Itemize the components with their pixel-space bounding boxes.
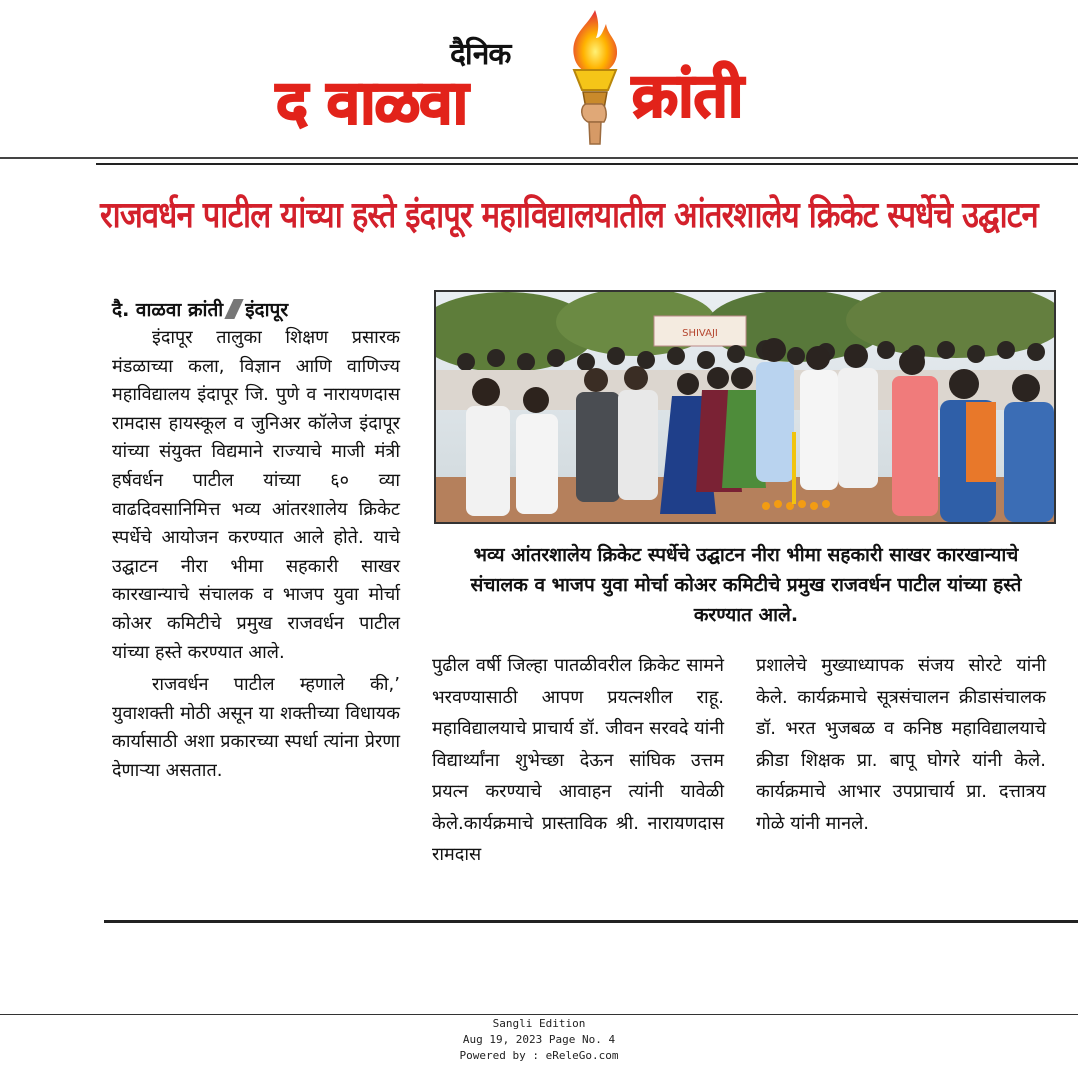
masthead-daily-label: दैनिक <box>450 37 511 72</box>
article-headline: राजवर्धन पाटील यांच्या हस्ते इंदापूर महाविद्यालयातील आंतरशालेय क्रिकेट स्पर्धेचे उद्घाटन <box>100 195 1038 236</box>
paragraph-1: इंदापूर तालुका शिक्षण प्रसारक मंडळाच्या कला, विज्ञान आणि वाणिज्य महाविद्यालय इंदापूर जि. पुणे व नारायणदास रामदास हायस्कूल व जुनिअर कॉलेज इंदापूर यांच्या संयुक्त विद्यमाने राज्याचे माजी मंत्री हर्षवर्धन पाटील यांच्या ६० व्या वाढदिवसानिमित्त भव्य आंतरशालेय क्रिकेट स्पर्धेचे आयोजन करण्यात आले होते. याचे उद्घाटन नीरा भीमा सहकारी साखर कारखान्याचे संचालक व भाजप युवा मोर्चा कोअर कमिटीचे प्रमुख राजवर्धन पाटील यांच्या हस्ते करण्यात आले. <box>112 327 400 663</box>
masthead <box>0 0 1078 160</box>
article-column-1 <box>112 296 400 786</box>
photo-banner-text: SHIVAJI <box>682 328 718 339</box>
masthead-name-right: क्रांती <box>632 61 744 131</box>
page-footer <box>0 1016 1078 1064</box>
footer-powered-by: Powered by : eReleGo.com <box>459 1049 619 1062</box>
masthead-rule <box>0 157 1078 159</box>
article-top-rule <box>96 163 1078 165</box>
event-photo-illustration <box>436 292 1054 522</box>
dateline-source: दै. वाळवा क्रांती <box>112 299 224 321</box>
article-column-2: पुढील वर्षी जिल्हा पातळीवरील क्रिकेट सामने भरवण्यासाठी आपण प्रयत्नशील राहू. महाविद्यालयाचे प्राचार्य डॉ. जीवन सरवदे यांनी विद्यार्थ्यांना शुभेच्छा देऊन सांघिक उत्तम प्रयत्न करण्याचे आवाहन त्यांनी यावेळी केले.कार्यक्रमाचे प्रास्ताविक श्री. नारायणदास रामदास <box>432 655 724 865</box>
article-bottom-rule <box>104 920 1078 923</box>
paragraph-2: राजवर्धन पाटील म्हणाले की,’ युवाशक्ती मोठी असून या शक्तीच्या विधायक कार्यासाठी अशा प्रकारच्या स्पर्धा त्यांना प्रेरणा देणाऱ्या असतात. <box>112 674 400 781</box>
footer-edition: Sangli Edition <box>492 1017 586 1030</box>
dateline-place: इंदापूर <box>245 299 289 321</box>
footer-rule <box>0 1014 1078 1015</box>
footer-date-page: Aug 19, 2023 Page No. 4 <box>462 1033 616 1046</box>
event-photo <box>434 290 1056 524</box>
article-column-3: प्रशालेचे मुख्याध्यापक संजय सोरटे यांनी केले. कार्यक्रमाचे सूत्रसंचालन क्रीडासंचालक डॉ. भरत भुजबळ व कनिष्ठ महाविद्यालयाचे क्रीडा शिक्षक प्रा. बापू घोगरे यांनी केले. कार्यक्रमाचे आभार उपप्राचार्य प्रा. दत्तात्रय गोळे यांनी मानले. <box>756 655 1046 834</box>
photo-caption: भव्य आंतरशालेय क्रिकेट स्पर्धेचे उद्घाटन नीरा भीमा सहकारी साखर कारखान्याचे संचालक व भाजप युवा मोर्चा कोअर कमिटीचे प्रमुख राजवर्धन पाटील यांच्या हस्ते करण्यात आले. <box>470 544 1022 626</box>
dateline-slash-icon <box>225 299 244 319</box>
torch-logo-icon <box>560 8 630 148</box>
masthead-name-left: द वाळवा <box>276 68 468 138</box>
dateline <box>112 296 400 324</box>
